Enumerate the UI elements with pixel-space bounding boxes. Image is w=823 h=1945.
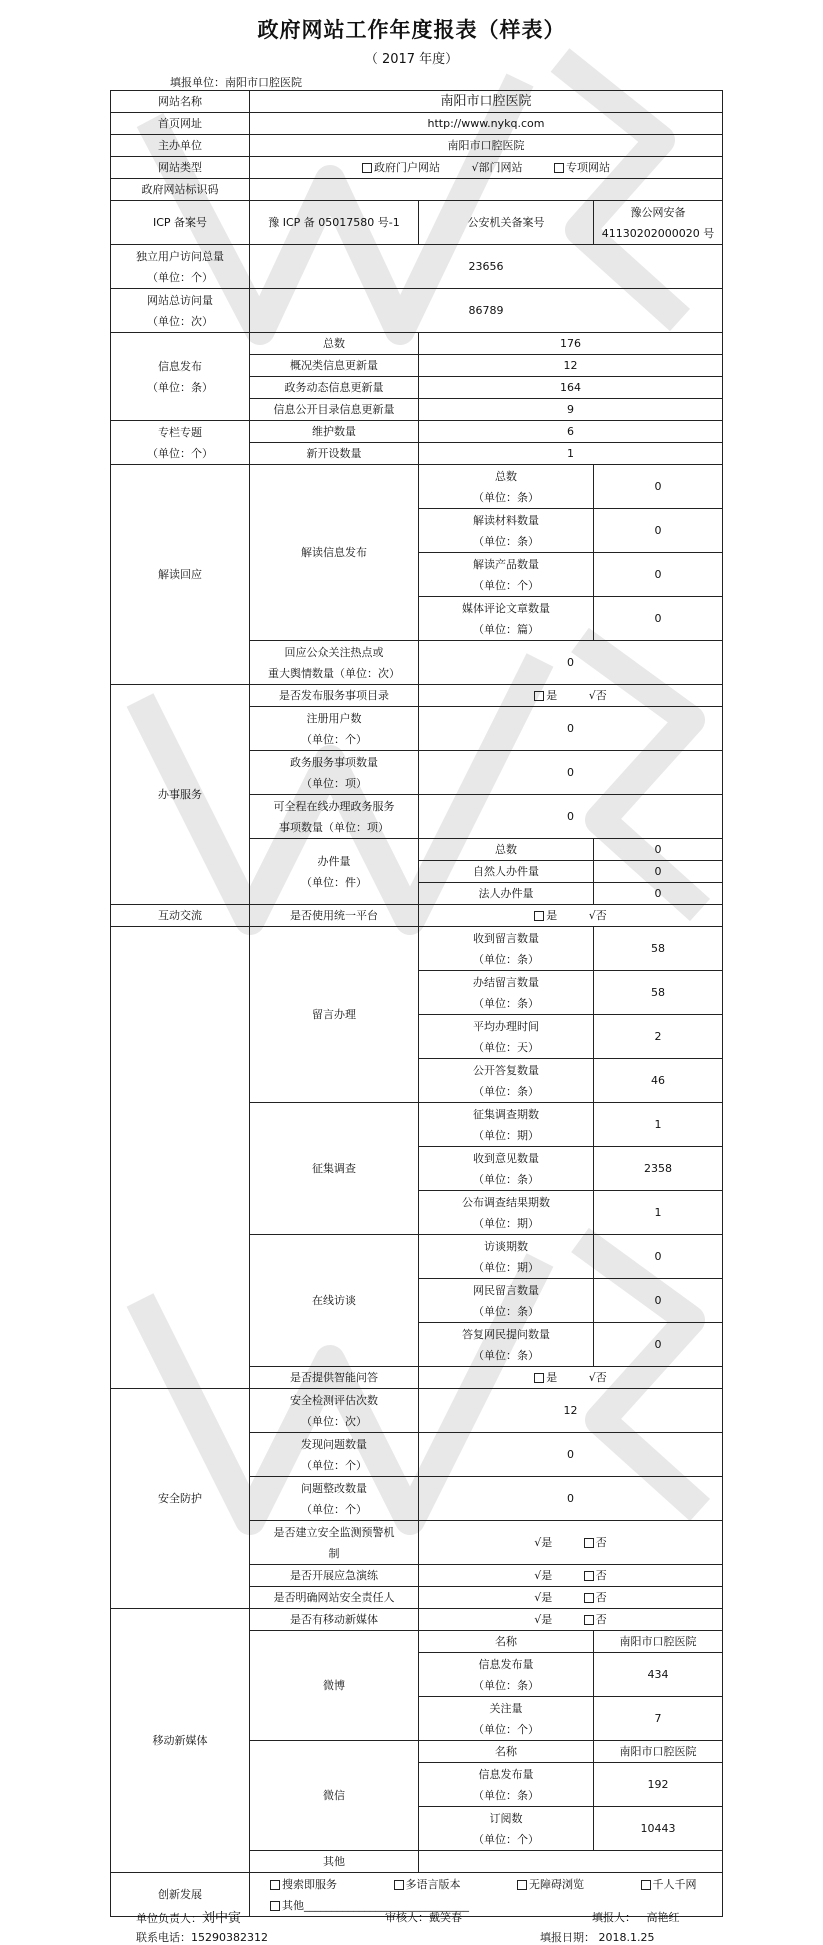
- checkbox-icon: [534, 691, 544, 701]
- interpret-product-value: 0: [594, 553, 723, 597]
- msg-section-label: 留言办理: [250, 927, 419, 1103]
- survey-section-label: 征集调查: [250, 1103, 419, 1235]
- checkbox-icon: [362, 163, 372, 173]
- report-table: [110, 90, 723, 1917]
- weibo-label: 微博: [250, 1631, 419, 1741]
- sec-fixed-value: 0: [419, 1477, 723, 1521]
- drill-yes-option[interactable]: √是: [534, 1569, 553, 1582]
- checkbox-icon: [270, 1901, 280, 1911]
- innov-lang-option[interactable]: 多语言版本: [394, 1874, 514, 1895]
- msg-pub-value: 46: [594, 1059, 723, 1103]
- checkbox-icon: [584, 1593, 594, 1603]
- talk-n-value: 0: [594, 1235, 723, 1279]
- row-url: [111, 113, 723, 135]
- platform-yes-option[interactable]: 是: [534, 905, 557, 926]
- url-value: http://www.nykq.com: [250, 113, 723, 135]
- interpret-sub-label: 解读信息发布: [250, 465, 419, 641]
- police-label: 公安机关备案号: [419, 201, 594, 245]
- interpret-section-label: 解读回应: [111, 465, 250, 685]
- interpret-respond-value: 0: [419, 641, 723, 685]
- report-year: （ 2017 年度）: [364, 52, 459, 67]
- cases-label: 办件量 （单位：件）: [250, 839, 419, 905]
- column-maintain-value: 6: [419, 421, 723, 443]
- msg-pub-label: 公开答复数量 （单位：条）: [419, 1059, 594, 1103]
- msg-done-value: 58: [594, 971, 723, 1015]
- icp-label: ICP 备案号: [111, 201, 250, 245]
- row-interpret-total: [111, 465, 723, 509]
- survey-res-label: 公布调查结果期数 （单位：期）: [419, 1191, 594, 1235]
- uv-label: 独立用户访问总量 （单位：个）: [111, 245, 250, 289]
- url-label: 首页网址: [111, 113, 250, 135]
- talk-section-label: 在线访谈: [250, 1235, 419, 1367]
- row-interact-platform: [111, 905, 723, 927]
- host-label: 主办单位: [111, 135, 250, 157]
- wechat-name-label: 名称: [419, 1741, 594, 1763]
- sec-drill-options: [419, 1565, 723, 1587]
- checkbox-icon: [270, 1880, 280, 1890]
- innov-other-option[interactable]: 其他______________________________: [270, 1899, 469, 1912]
- site-code-value: [250, 179, 723, 201]
- filler-field: 填报人： 高艳红: [592, 1911, 680, 1924]
- interpret-material-value: 0: [594, 509, 723, 553]
- mobile-other-value: [419, 1851, 723, 1873]
- msg-done-label: 办结留言数量 （单位：条）: [419, 971, 594, 1015]
- info-overview-value: 12: [419, 355, 723, 377]
- weibo-fans-label: 关注量 （单位：个）: [419, 1697, 594, 1741]
- checkbox-icon: [641, 1880, 651, 1890]
- row-site-code: [111, 179, 723, 201]
- phone-field: 联系电话：15290382312: [136, 1931, 268, 1944]
- column-new-label: 新开设数量: [250, 443, 419, 465]
- service-section-label: 办事服务: [111, 685, 250, 905]
- sec-monitor-label: 是否建立安全监测预警机 制: [250, 1521, 419, 1565]
- talk-msg-label: 网民留言数量 （单位：条）: [419, 1279, 594, 1323]
- icp-value: 豫 ICP 备 05017580 号-1: [250, 201, 419, 245]
- cases-total-label: 总数: [419, 839, 594, 861]
- service-items-value: 0: [419, 751, 723, 795]
- interpret-total-label: 总数 （单位：条）: [419, 465, 594, 509]
- mobile-section-label: 移动新媒体: [111, 1609, 250, 1873]
- cases-legal-value: 0: [594, 883, 723, 905]
- row-uv: [111, 245, 723, 289]
- survey-op-value: 2358: [594, 1147, 723, 1191]
- survey-n-value: 1: [594, 1103, 723, 1147]
- checkbox-icon: [584, 1615, 594, 1625]
- police-value: 豫公网安备 41130202000020 号: [594, 201, 723, 245]
- interact-platform-options: [419, 905, 723, 927]
- wechat-sub-label: 订阅数 （单位：个）: [419, 1807, 594, 1851]
- wechat-label: 微信: [250, 1741, 419, 1851]
- sec-resp-label: 是否明确网站安全责任人: [250, 1587, 419, 1609]
- info-open-value: 9: [419, 399, 723, 421]
- interpret-respond-label: 回应公众关注热点或 重大舆情数量（单位：次）: [250, 641, 419, 685]
- type-option-portal[interactable]: 政府门户网站: [362, 157, 440, 178]
- info-total-label: 总数: [250, 333, 419, 355]
- report-title: 政府网站工作年度报表（样表）: [257, 17, 566, 42]
- mobile-has-options: [419, 1609, 723, 1631]
- interact-detail-section: [111, 927, 250, 1389]
- service-online-label: 可全程在线办理政务服务 事项数量（单位：项）: [250, 795, 419, 839]
- weibo-name-label: 名称: [419, 1631, 594, 1653]
- mobile-no-option[interactable]: 否: [584, 1609, 607, 1630]
- mobile-yes-option[interactable]: √是: [534, 1613, 553, 1626]
- info-overview-label: 概况类信息更新量: [250, 355, 419, 377]
- wechat-name-value: 南阳市口腔医院: [594, 1741, 723, 1763]
- checkbox-icon: [394, 1880, 404, 1890]
- pv-label: 网站总访问量 （单位：次）: [111, 289, 250, 333]
- row-msg-recv: [111, 927, 723, 971]
- resp-no-option[interactable]: 否: [584, 1587, 607, 1608]
- row-sec-eval: [111, 1389, 723, 1433]
- info-total-value: 176: [419, 333, 723, 355]
- row-info-total: [111, 333, 723, 355]
- checkbox-icon: [517, 1880, 527, 1890]
- site-name-value: 南阳市口腔医院: [250, 91, 723, 113]
- column-new-value: 1: [419, 443, 723, 465]
- msg-recv-value: 58: [594, 927, 723, 971]
- leader-field: 单位负责人：刘中寅: [136, 1911, 242, 1926]
- catalog-yes-option[interactable]: 是: [534, 685, 557, 706]
- weibo-name-value: 南阳市口腔医院: [594, 1631, 723, 1653]
- innov-personal-option[interactable]: 千人千网: [641, 1874, 697, 1895]
- info-dynamic-label: 政务动态信息更新量: [250, 377, 419, 399]
- cases-total-value: 0: [594, 839, 723, 861]
- smart-qa-label: 是否提供智能问答: [250, 1367, 419, 1389]
- type-option-department[interactable]: √部门网站: [471, 161, 523, 174]
- msg-recv-label: 收到留言数量 （单位：条）: [419, 927, 594, 971]
- sec-monitor-options: [419, 1521, 723, 1565]
- survey-n-label: 征集调查期数 （单位：期）: [419, 1103, 594, 1147]
- type-option-special[interactable]: 专项网站: [554, 157, 610, 178]
- site-type-label: 网站类型: [111, 157, 250, 179]
- wechat-pub-value: 192: [594, 1763, 723, 1807]
- date-field: 填报日期： 2018.1.25: [540, 1931, 655, 1944]
- info-dynamic-value: 164: [419, 377, 723, 399]
- qa-yes-option[interactable]: 是: [534, 1367, 557, 1388]
- column-maintain-label: 维护数量: [250, 421, 419, 443]
- row-site-name: [111, 91, 723, 113]
- sec-found-label: 发现问题数量 （单位：个）: [250, 1433, 419, 1477]
- msg-time-label: 平均办理时间 （单位：天）: [419, 1015, 594, 1059]
- talk-msg-value: 0: [594, 1279, 723, 1323]
- resp-yes-option[interactable]: √是: [534, 1591, 553, 1604]
- innov-search-option[interactable]: 搜索即服务: [270, 1874, 390, 1895]
- mobile-other-label: 其他: [250, 1851, 419, 1873]
- leader-signature: 刘中寅: [202, 1911, 242, 1926]
- cases-person-value: 0: [594, 861, 723, 883]
- checkbox-icon: [584, 1571, 594, 1581]
- wechat-sub-value: 10443: [594, 1807, 723, 1851]
- site-code-label: 政府网站标识码: [111, 179, 250, 201]
- row-pv: [111, 289, 723, 333]
- service-users-label: 注册用户数 （单位：个）: [250, 707, 419, 751]
- catalog-no-option[interactable]: √否: [588, 689, 607, 702]
- row-site-type: [111, 157, 723, 179]
- host-value: 南阳市口腔医院: [250, 135, 723, 157]
- weibo-pub-label: 信息发布量 （单位：条）: [419, 1653, 594, 1697]
- cases-legal-label: 法人办件量: [419, 883, 594, 905]
- talk-ans-value: 0: [594, 1323, 723, 1367]
- service-users-value: 0: [419, 707, 723, 751]
- weibo-fans-value: 7: [594, 1697, 723, 1741]
- sec-fixed-label: 问题整改数量 （单位：个）: [250, 1477, 419, 1521]
- talk-n-label: 访谈期数 （单位：期）: [419, 1235, 594, 1279]
- sec-found-value: 0: [419, 1433, 723, 1477]
- weibo-pub-value: 434: [594, 1653, 723, 1697]
- interpret-media-value: 0: [594, 597, 723, 641]
- sec-resp-options: [419, 1587, 723, 1609]
- msg-time-value: 2: [594, 1015, 723, 1059]
- service-items-label: 政务服务事项数量 （单位：项）: [250, 751, 419, 795]
- service-catalog-options: [419, 685, 723, 707]
- interpret-media-label: 媒体评论文章数量 （单位：篇）: [419, 597, 594, 641]
- sec-eval-value: 12: [419, 1389, 723, 1433]
- checkbox-icon: [584, 1538, 594, 1548]
- reviewer-field: 审核人：戴笑春: [385, 1911, 462, 1924]
- platform-no-option[interactable]: √否: [588, 909, 607, 922]
- info-open-label: 信息公开目录信息更新量: [250, 399, 419, 421]
- service-online-value: 0: [419, 795, 723, 839]
- row-column-maintain: [111, 421, 723, 443]
- interact-platform-label: 是否使用统一平台: [250, 905, 419, 927]
- interpret-material-label: 解读材料数量 （单位：条）: [419, 509, 594, 553]
- monitor-yes-option[interactable]: √是: [534, 1536, 553, 1549]
- row-host: [111, 135, 723, 157]
- sec-drill-label: 是否开展应急演练: [250, 1565, 419, 1587]
- pv-value: 86789: [250, 289, 723, 333]
- survey-res-value: 1: [594, 1191, 723, 1235]
- column-section-label: 专栏专题 （单位：个）: [111, 421, 250, 465]
- info-section-label: 信息发布 （单位：条）: [111, 333, 250, 421]
- sec-eval-label: 安全检测评估次数 （单位：次）: [250, 1389, 419, 1433]
- row-mobile-has: [111, 1609, 723, 1631]
- security-section-label: 安全防护: [111, 1389, 250, 1609]
- talk-ans-label: 答复网民提问数量 （单位：条）: [419, 1323, 594, 1367]
- service-catalog-label: 是否发布服务事项目录: [250, 685, 419, 707]
- smart-qa-options: [419, 1367, 723, 1389]
- row-service-catalog: [111, 685, 723, 707]
- checkbox-icon: [534, 1373, 544, 1383]
- drill-no-option[interactable]: 否: [584, 1565, 607, 1586]
- row-icp: [111, 201, 723, 245]
- site-name-label: 网站名称: [111, 91, 250, 113]
- interpret-total-value: 0: [594, 465, 723, 509]
- mobile-has-label: 是否有移动新媒体: [250, 1609, 419, 1631]
- checkbox-icon: [554, 163, 564, 173]
- innov-access-option[interactable]: 无障碍浏览: [517, 1874, 637, 1895]
- filing-unit: 填报单位：南阳市口腔医院: [170, 76, 302, 89]
- uv-value: 23656: [250, 245, 723, 289]
- innovation-label: 创新发展: [111, 1873, 250, 1917]
- interact-platform-section: 互动交流: [111, 905, 250, 927]
- qa-no-option[interactable]: √否: [588, 1371, 607, 1384]
- checkbox-icon: [534, 911, 544, 921]
- site-type-options: [250, 157, 723, 179]
- survey-op-label: 收到意见数量 （单位：条）: [419, 1147, 594, 1191]
- interpret-product-label: 解读产品数量 （单位：个）: [419, 553, 594, 597]
- monitor-no-option[interactable]: 否: [584, 1532, 607, 1553]
- wechat-pub-label: 信息发布量 （单位：条）: [419, 1763, 594, 1807]
- cases-person-label: 自然人办件量: [419, 861, 594, 883]
